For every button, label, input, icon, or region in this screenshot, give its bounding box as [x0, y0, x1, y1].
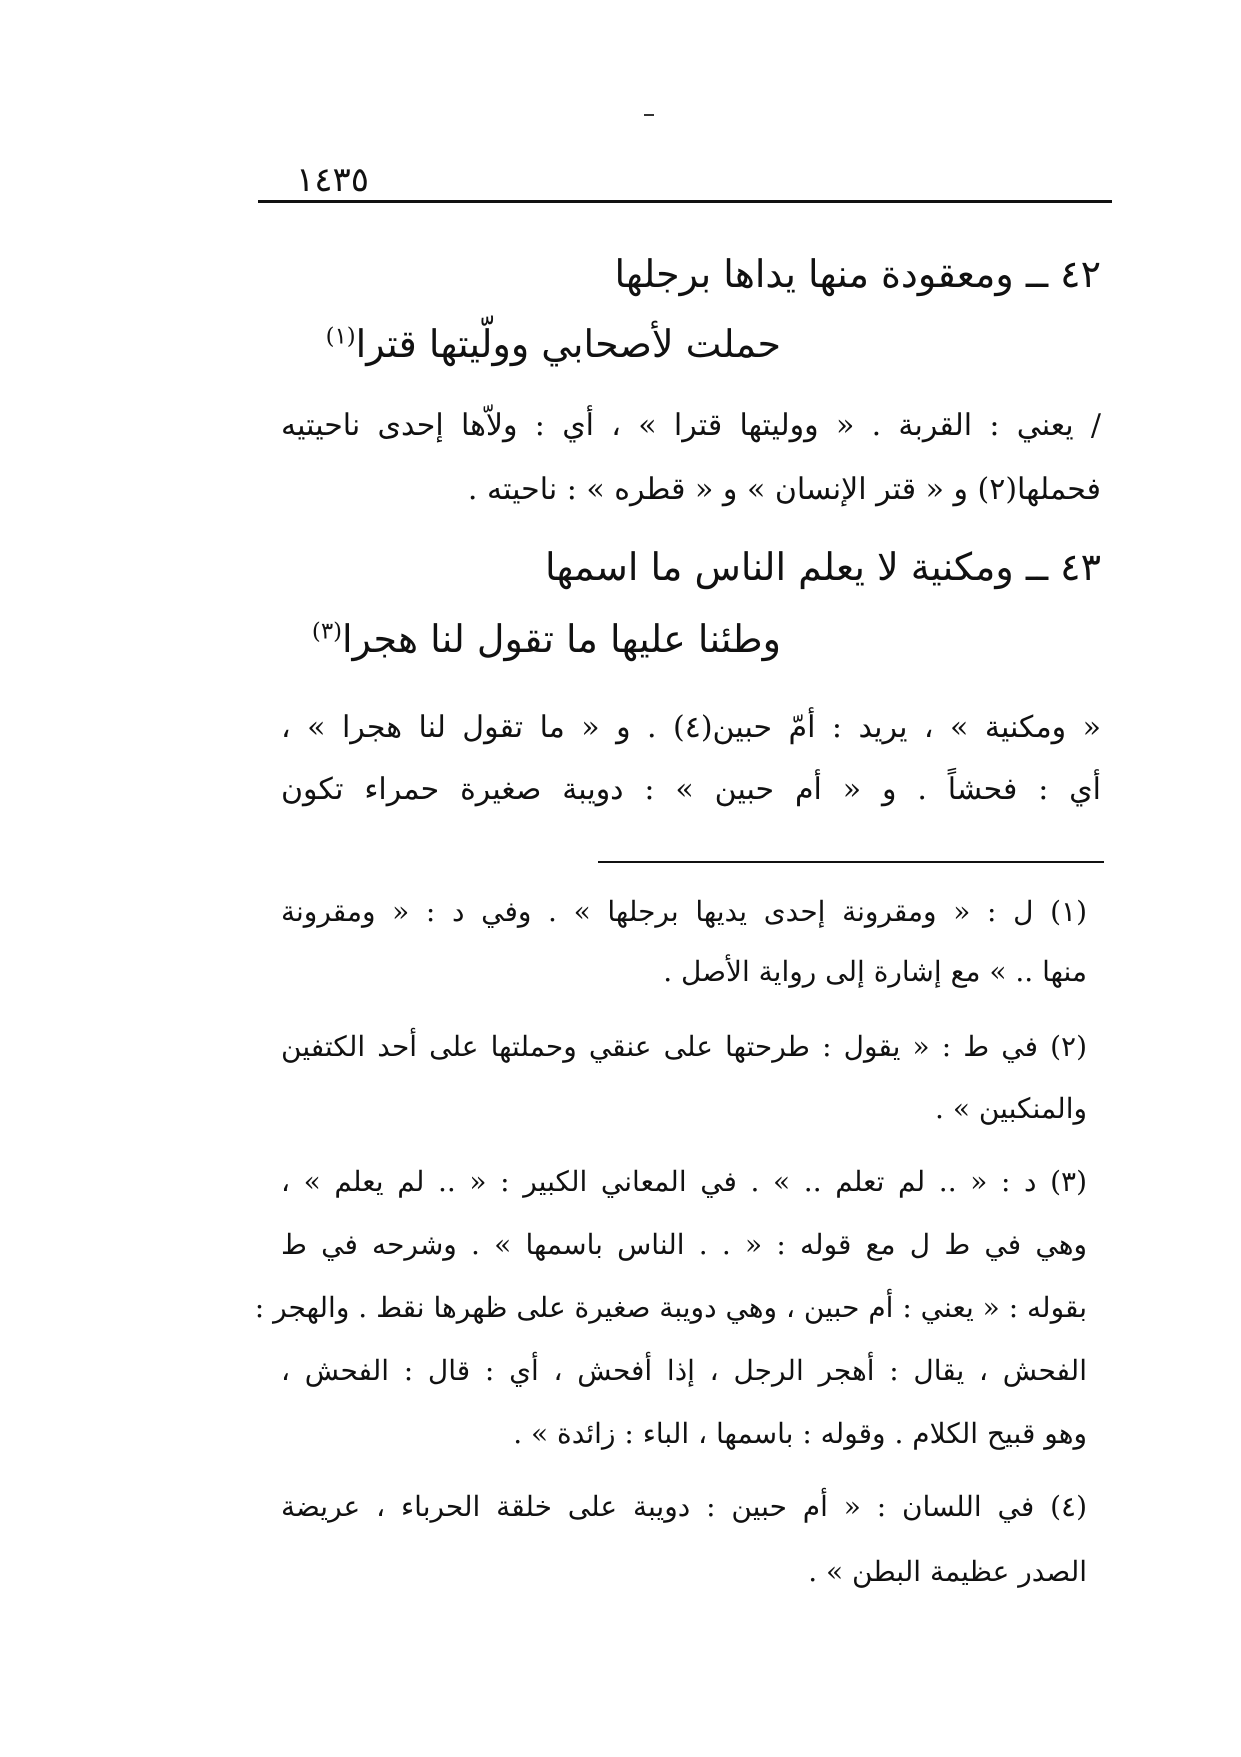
footnote-ref-1: (١) — [325, 323, 356, 350]
commentary-43-line-1: « ومكنية » ، يريد : أمّ حبين(٤) . و « ما تقول لنا هجرا » ، — [281, 710, 1101, 745]
verse-43-second-hemistich — [312, 617, 781, 661]
footnote-ref-3: (٣) — [311, 618, 342, 645]
verse-42-second-text: حملت لأصحابي وولّيتها قترا — [355, 322, 781, 366]
footnote-4-line-2: الصدر عظيمة البطن » . — [808, 1555, 1087, 1588]
footnote-3-line-3: بقوله : « يعني : أم حبين ، وهي دويبة صغيرة على ظهرها نقط . والهجر : — [254, 1291, 1087, 1324]
page-number: ١٤٣٥ — [296, 160, 370, 200]
verse-43-first-hemistich: ٤٣ ــ ومكنية لا يعلم الناس ما اسمها — [544, 545, 1101, 589]
header-rule — [258, 200, 1112, 203]
footnote-3-line-2: وهي في ط ل مع قوله : « . . الناس باسمها » . وشرحه في ط — [281, 1228, 1087, 1261]
commentary-42-line-2: فحملها(٢) و « قتر الإنسان » و « قطره » : ناحيته . — [467, 472, 1101, 507]
verse-42-first-hemistich: ٤٢ ــ ومعقودة منها يداها برجلها — [614, 252, 1101, 296]
footnote-1-line-1: (١) ل : « ومقرونة إحدى يديها برجلها » . وفي د : « ومقرونة — [281, 895, 1087, 928]
footnote-1-line-2: منها .. » مع إشارة إلى رواية الأصل . — [663, 955, 1087, 988]
footnote-3-line-4: الفحش ، يقال : أهجر الرجل ، إذا أفحش ، أي : قال : الفحش ، — [281, 1354, 1087, 1387]
footnote-separator — [598, 861, 1104, 863]
footnote-3-line-5: وهو قبيح الكلام . وقوله : باسمها ، الباء : زائدة » . — [513, 1417, 1087, 1450]
verse-43-second-text: وطئنا عليها ما تقول لنا هجرا — [341, 617, 781, 661]
commentary-43-line-2: أي : فحشاً . و « أم حبين » : دويبة صغيرة حمراء تكون — [281, 772, 1101, 807]
footnote-3-line-1: (٣) د : « .. لم تعلم .. » . في المعاني الكبير : « .. لم يعلم » ، — [281, 1165, 1087, 1198]
footnote-2-line-1: (٢) في ط : « يقول : طرحتها على عنقي وحملتها على أحد الكتفين — [281, 1030, 1087, 1063]
verse-42-second-hemistich — [326, 322, 781, 366]
commentary-42-line-1: / يعني : القربة . « ووليتها قترا » ، أي : ولاّها إحدى ناحيتيه — [281, 408, 1101, 443]
footnote-2-line-2: والمنكبين » . — [935, 1092, 1087, 1125]
footnote-4-line-1: (٤) في اللسان : « أم حبين : دويبة على خلقة الحرباء ، عريضة — [281, 1490, 1087, 1523]
ink-mark — [644, 114, 654, 116]
